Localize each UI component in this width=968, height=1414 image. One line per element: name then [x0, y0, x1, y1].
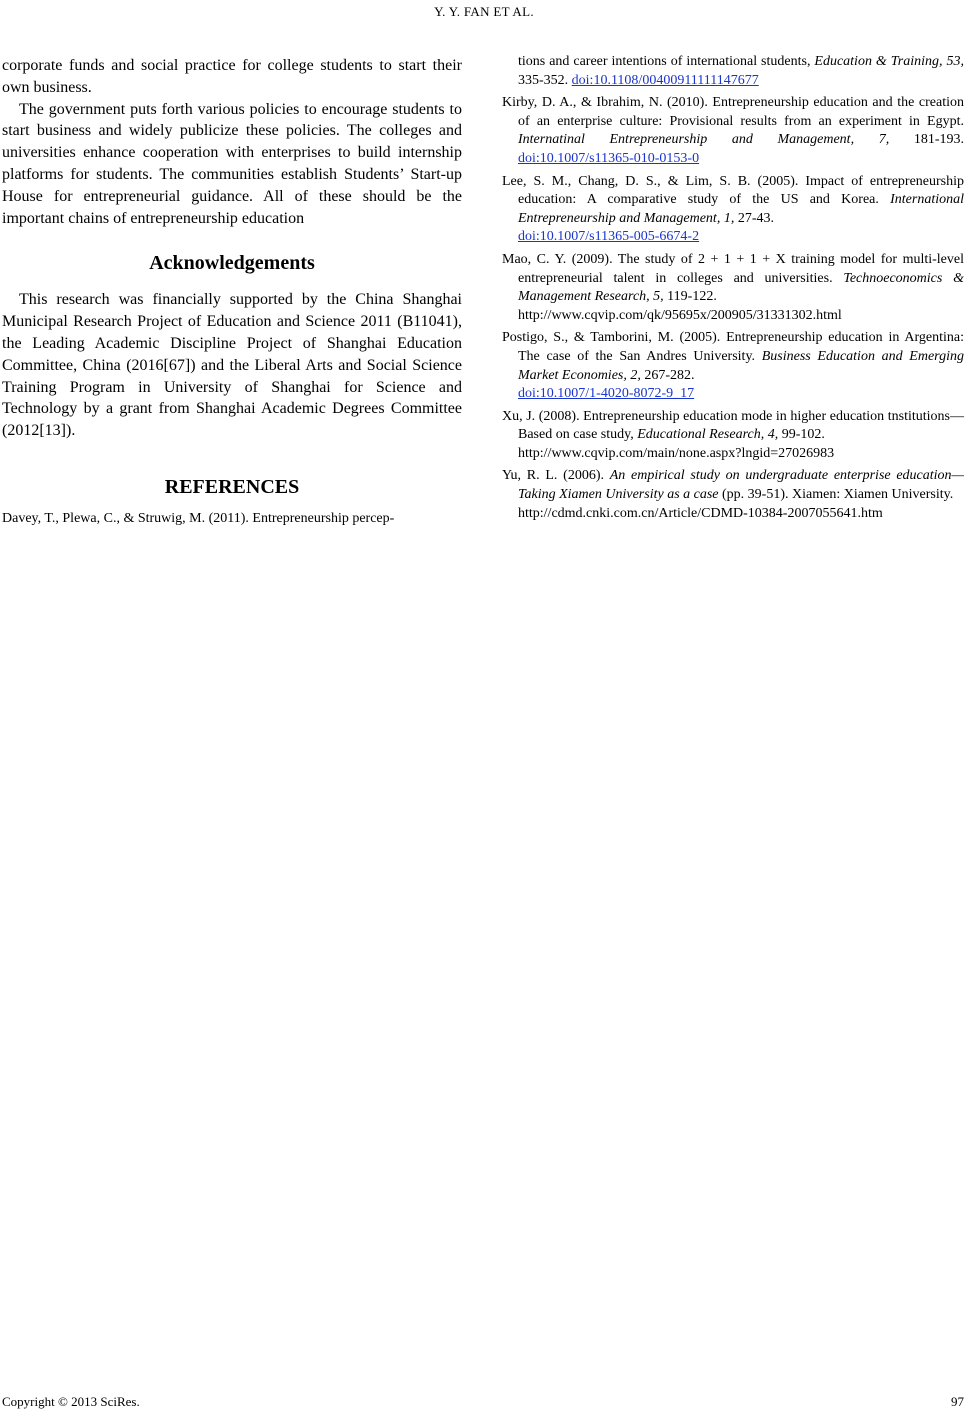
doi-link[interactable]: doi:10.1007/s11365-010-0153-0: [518, 150, 700, 166]
reference-lee: Lee, S. M., Chang, D. S., & Lim, S. B. (2005). Impact of entrepreneurship education: A comparative study of the US and Korea. International Entrepreneurship and Management, 1, 27-43. doi:10.1007/s11365-005-6674-2: [502, 173, 964, 245]
url-text: http://www.cqvip.com/main/none.aspx?lngid=27026983: [518, 445, 835, 461]
acknowledgements-heading: Acknowledgements: [149, 252, 315, 275]
url-text: http://www.cqvip.com/qk/95695x/200905/31331302.html: [518, 307, 842, 323]
reference-yu: Yu, R. L. (2006). An empirical study on undergraduate enterprise education—Taking Xiamen University as a case (pp. 39-51). Xiamen: Xiamen University. http://cdmd.cnki.com.cn/Article/CDMD-10384-2007055641.htm: [502, 468, 964, 521]
doi-link[interactable]: doi:10.1007/1-4020-8072-9_17: [518, 386, 695, 402]
running-header: Y. Y. FAN ET AL.: [434, 4, 534, 19]
page-footer: [2, 1394, 964, 1410]
reference-davey-cont: tions and career intentions of international students, Education & Training, 53, 335-352. doi:10.1108/00400911111147677: [518, 54, 964, 88]
copyright-notice: Copyright © 2013 SciRes.: [2, 1394, 140, 1409]
reference-kirby: Kirby, D. A., & Ibrahim, N. (2010). Entrepreneurship education and the creation of an enterprise culture: Provisional results from an experiment in Egypt. Internatinal Entrepreneurship and Management, 7, 181-193. doi:10.1007/s11365-010-0153-0: [502, 95, 964, 166]
left-column: [2, 55, 462, 533]
paragraph-1: corporate funds and social practice for college students to start their own business.: [2, 57, 462, 96]
references-heading: REFERENCES: [164, 475, 300, 498]
reference-davey-start: Davey, T., Plewa, C., & Struwig, M. (2011). Entrepreneurship percep-: [2, 510, 395, 526]
doi-link[interactable]: doi:10.1108/00400911111147677: [571, 72, 759, 88]
page-number: 97: [951, 1394, 964, 1409]
reference-postigo: Postigo, S., & Tamborini, M. (2005). Entrepreneurship education in Argentina: The case of the San Andres University. Business Education and Emerging Market Economies, 2, 267-282. doi:10.1007/1-4020-8072-9_17: [502, 330, 964, 402]
doi-link[interactable]: doi:10.1007/s11365-005-6674-2: [518, 229, 700, 245]
reference-xu: Xu, J. (2008). Entrepreneurship education mode in higher education tnstitutions—Based on case study, Educational Research, 4, 99-102. http://www.cqvip.com/main/none.aspx?lngid=27026983: [502, 408, 964, 461]
url-text: http://cdmd.cnki.com.cn/Article/CDMD-10384-2007055641.htm: [518, 505, 883, 521]
right-column: [502, 53, 964, 527]
paragraph-2: The government puts forth various policies to encourage students to start business and widely publicize these policies. The colleges and universities enhance cooperation with enterprises to build internship platforms for students. The communities establish Students’ Start-up House for entrepreneurial guidance. All of these should be the important chains of entrepreneurship education: [2, 100, 462, 227]
reference-mao: Mao, C. Y. (2009). The study of 2 + 1 + 1 + X training model for multi-level entrepreneurial talent in colleges and universities. Technoeconomics & Management Research, 5, 119-122. http://www.cqvip.com/qk/95695x/200905/31331302.html: [502, 251, 964, 323]
acknowledgements-text: This research was financially supported by the China Shanghai Municipal Research Project of Education and Science 2011 (B11041), the Leading Academic Discipline Project of Shanghai Education Committee, China (2016[67]) and the Liberal Arts and Social Science Training Program in University of Shanghai for Science and Technology by a grant from Shanghai Academic Degrees Committee (2012[13]).: [2, 291, 462, 440]
